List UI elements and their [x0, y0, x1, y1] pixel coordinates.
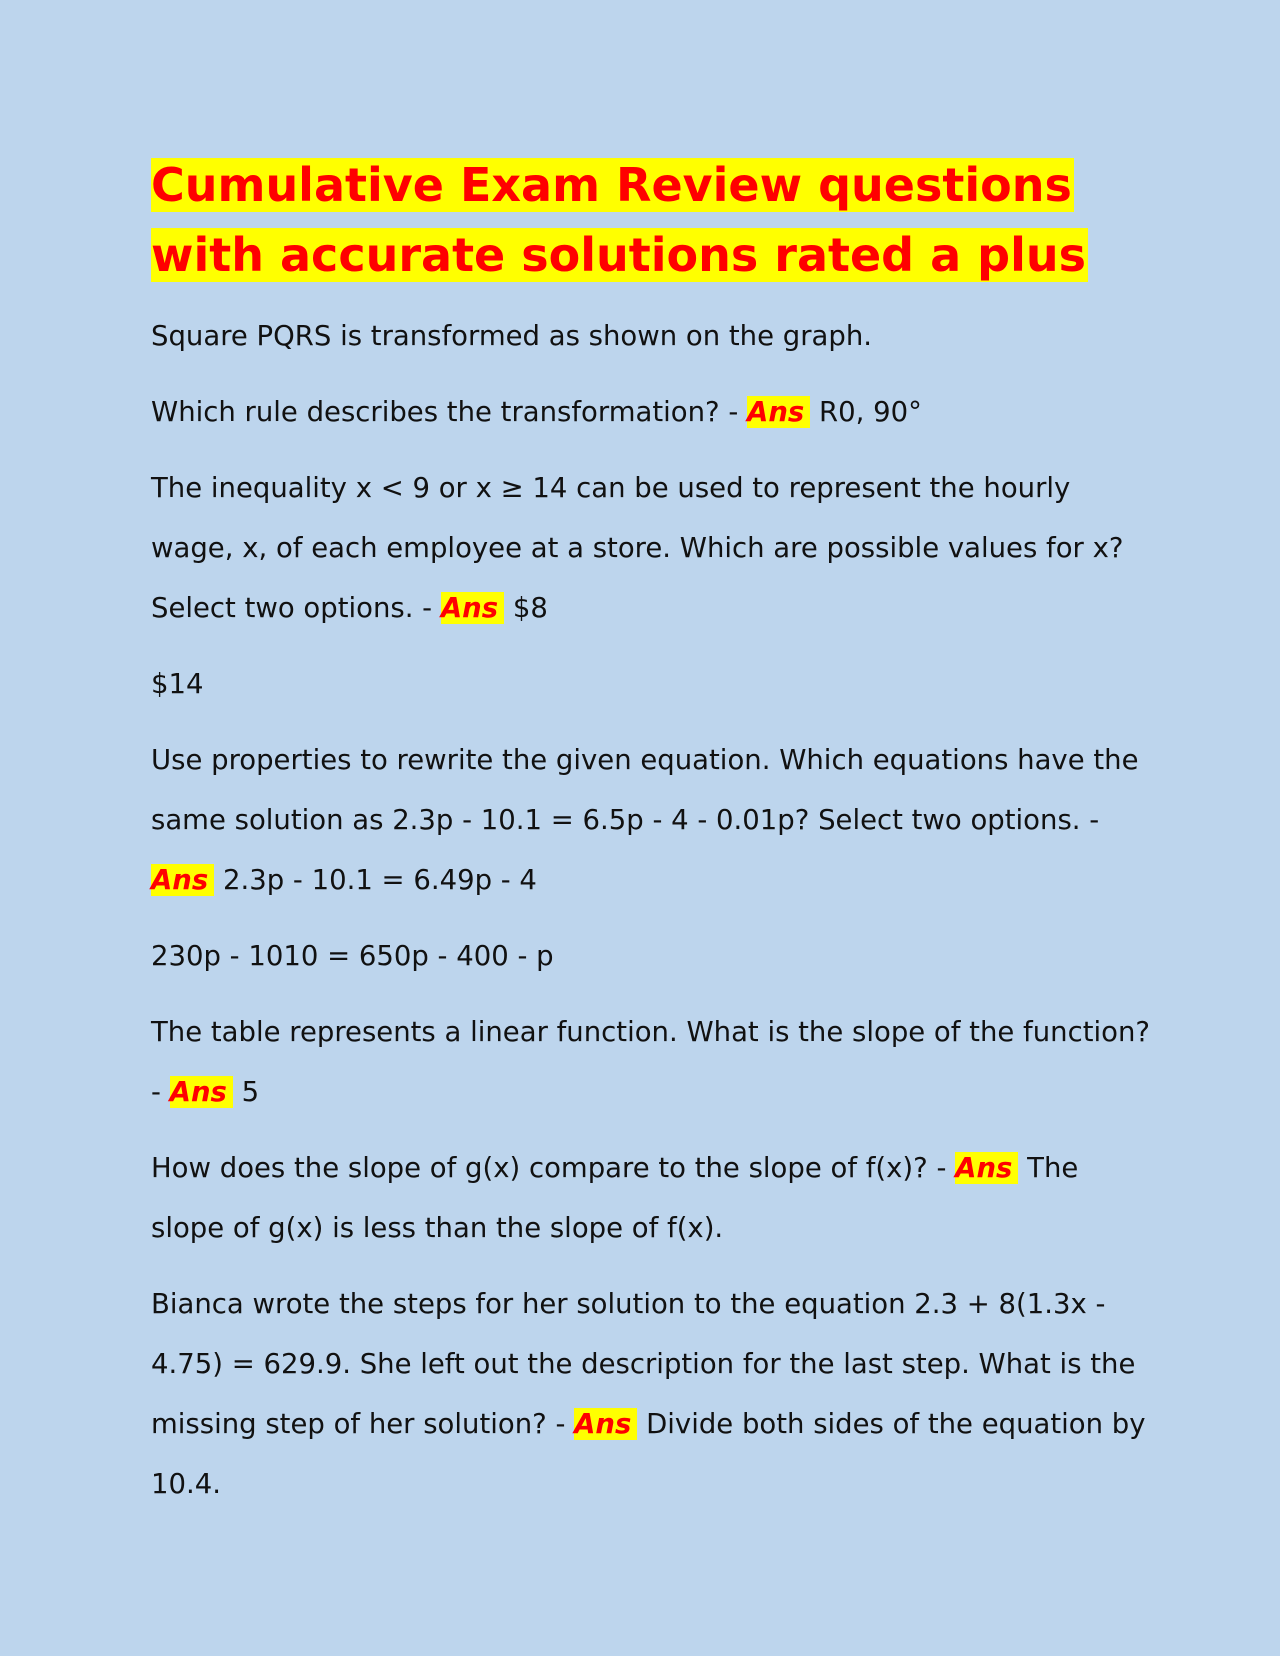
paragraph-5	[151, 730, 1160, 910]
question-text: Which rule describes the transformation? -	[151, 396, 748, 428]
answer-text: $14	[151, 668, 204, 700]
paragraph-7	[151, 1002, 1160, 1122]
answer-text: 230p - 1010 = 650p - 400 - p	[151, 940, 554, 972]
ans-label: Ans	[170, 1076, 233, 1108]
paragraph-8	[151, 1138, 1160, 1258]
ans-label: Ans	[955, 1152, 1018, 1184]
paragraph-9	[151, 1274, 1160, 1514]
ans-label: Ans	[151, 864, 214, 896]
ans-label: Ans	[747, 396, 810, 428]
ans-label: Ans	[574, 1408, 637, 1440]
ans-label: Ans	[441, 592, 504, 624]
paragraph-1	[151, 306, 1160, 366]
answer-text: 5	[241, 1076, 260, 1108]
paragraph-2	[151, 382, 1160, 442]
paragraph-6	[151, 926, 1160, 986]
answer-text: $8	[512, 592, 548, 624]
question-text: How does the slope of g(x) compare to the slope of f(x)? -	[151, 1152, 956, 1184]
answer-text: The slope of g(x) is less than the slope of f(x).	[151, 1152, 1079, 1244]
question-text: Bianca wrote the steps for her solution to the equation 2.3 + 8(1.3x - 4.75) = 629.9. She left out the description for the last step. What is the missing step of her solution? -	[151, 1288, 1136, 1440]
answer-text: 2.3p - 10.1 = 6.49p - 4	[222, 864, 537, 896]
title-highlight: Cumulative Exam Review questions with accurate solutions rated a plus	[151, 158, 1087, 282]
paragraph-4	[151, 654, 1160, 714]
question-text: Use properties to rewrite the given equation. Which equations have the same solution as 2.3p - 10.1 = 6.5p - 4 - 0.01p? Select two options. -	[151, 744, 1139, 836]
document-title	[151, 150, 1111, 290]
answer-text: Divide both sides of the equation by 10.4.	[151, 1408, 1146, 1500]
question-text: The table represents a linear function. What is the slope of the function? -	[151, 1016, 1150, 1108]
question-text: Square PQRS is transformed as shown on the graph.	[151, 320, 873, 352]
question-text: The inequality x < 9 or x ≥ 14 can be used to represent the hourly wage, x, of each employee at a store. Which are possible values for x? Select two options. -	[151, 472, 1124, 624]
paragraph-3	[151, 458, 1160, 638]
answer-text: R0, 90°	[819, 396, 922, 428]
